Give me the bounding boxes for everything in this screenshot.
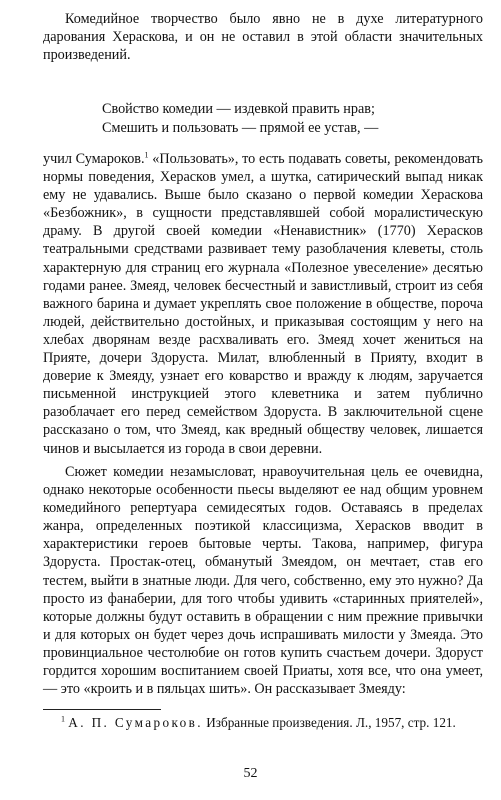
footnote-reference: 1 [144,150,149,160]
paragraph-2-start: учил Сумароков. [43,151,145,167]
paragraph-2-text: «Пользовать», то есть подавать советы, рекомендовать нормы поведения, Херасков умел, а шутка, сатирический выпад никак ему не удавались. Выше было сказано о первой комедии Хераскова «Безбожник», в сущности представлявшей собой моралистическую драму. В другой своей комедии «Ненавистник» (1770) Херасков театральными средствами развивает тему разоблачения клеветы, столь характерную для страниц его журнала «Полезное увеселение» десятью годами ранее. Змеяд, человек бесчестный и завистливый, строит из себя важного барина и думает укреплять свое положение в обществе, пороча людей, действительно достойных, и приказывая состоящим у него на хлебах дворянам везде расхваливать его. Змеяд хочет жениться на Приятe, дочери Здоруста. Милат, влюбленный в Прияту, входит в доверие к Змеяду, узнает его коварство и вражду к людям, заручается письменной инструкцией этого клеветника и затем публично разоблачает его перед семейством Здоруста. В заключительной сцене рассказано о том, что Змеяд, как вредный обществу человек, лишается чинов и высылается из города в свои деревни. [43,151,483,457]
intro-paragraph: Комедийное творчество было явно не в духе литературного дарования Хераскова, и он не оставил в этой области значительных произведений. [43,11,483,64]
footnote-marker: 1 [61,714,65,724]
verse-quote [102,100,482,138]
page-number: 52 [243,766,258,781]
footnote-divider [43,709,161,710]
footnote-author: А. П. Сумароков. [68,715,203,730]
footnote [43,714,483,731]
verse-line-2: Смешить и пользовать — прямой ее устав, — [102,120,379,136]
footnote-text: Избранные произведения. Л., 1957, стр. 121. [206,715,456,730]
body-paragraph-2 [43,150,483,458]
body-paragraph-3: Сюжет комедии незамысловат, нравоучительная цель ее очевидна, однако некоторые особенности пьесы выделяют ее над общим уровнем комедийного репертуара семидесятых годов. Оставаясь в пределах жанра, определенных поэтикой классицизма, Херасков вводит в характеристики героев бытовые черты. Такова, например, фигура Здоруста. Простак-отец, обманутый Змеядом, он мечтает, став его тестем, выйти в знатные люди. Для чего, собственно, ему это нужно? Да просто из фанаберии, для того чтобы удивить «старинных приятелей», которые должны будут оставить в обращении с ним прежние привычки и для которых он будет через дочь испрашивать милости у Змеяда. Это провинциальное честолюбие он готов купить счастьем дочери. Здоруст гордится хорошим воспитанием своей Приаты, хотя все, что она умеет, — это «кроить и в пяльцах шить». Он рассказывает Змеяду: [43,464,483,698]
verse-line-1: Свойство комедии — издевкой править нрав; [102,101,375,117]
